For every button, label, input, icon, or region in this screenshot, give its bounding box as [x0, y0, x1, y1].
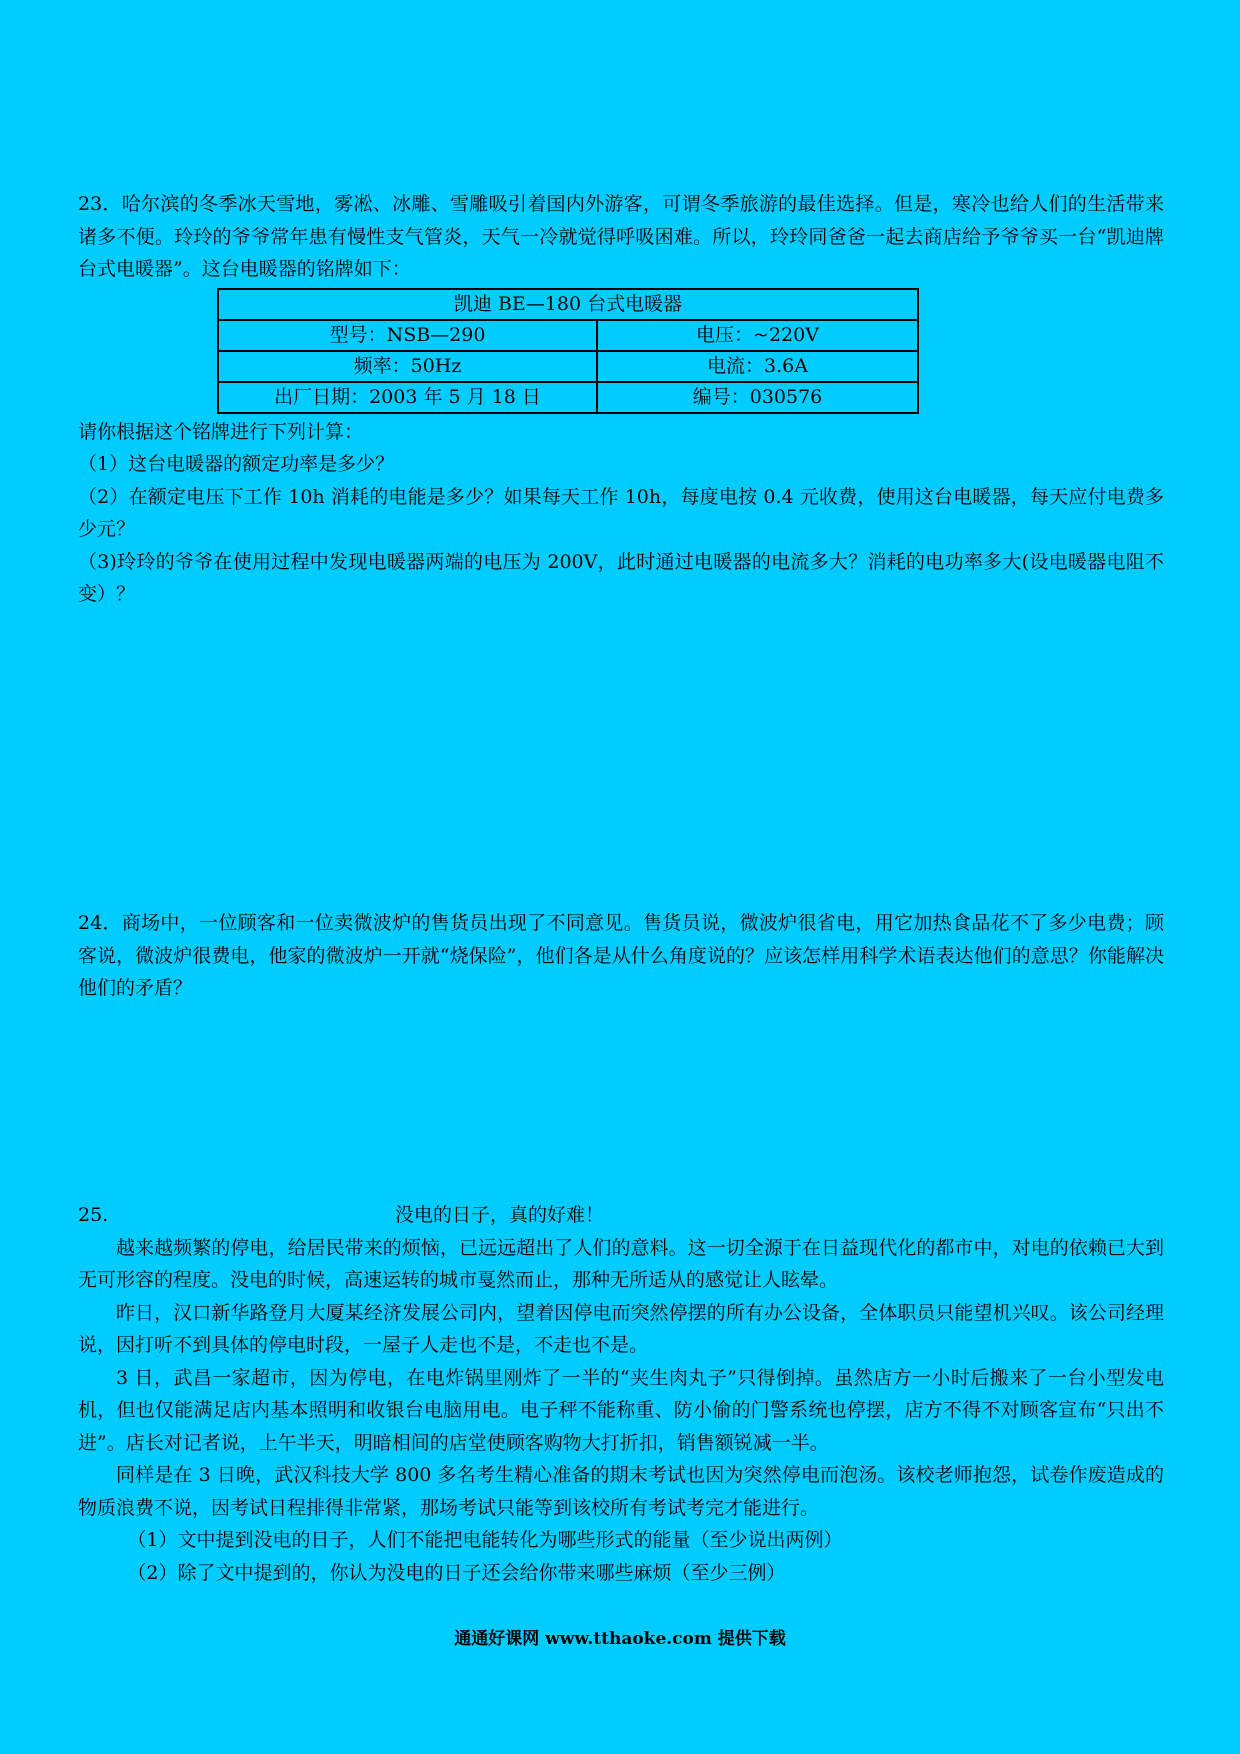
q23-prompt: 请你根据这个铭牌进行下列计算：: [78, 420, 364, 443]
q25-sub-1: （1）文中提到没电的日子，人们不能把电能转化为哪些形式的能量（至少说出两例）: [127, 1529, 843, 1551]
table-row: [218, 351, 918, 382]
question-25: [78, 1199, 1164, 1589]
nameplate-frequency: 频率：50Hz: [218, 351, 597, 382]
nameplate-current: 电流：3.6A: [597, 351, 918, 382]
table-row: [218, 382, 918, 413]
q25-number: 25.: [78, 1204, 109, 1226]
q23-sub-2: （2）在额定电压下工作 10h 消耗的电能是多少？如果每天工作 10h，每度电按 0.4 元收费，使用这台电暖器，每天应付电费多少元？: [78, 485, 1164, 540]
q25-paragraph: 昨日，汉口新华路登月大厦某经济发展公司内，望着因停电而突然停摆的所有办公设备，全体职员只能望机兴叹。该公司经理说，因打听不到具体的停电时段，一屋子人走也不是，不走也不是。: [78, 1301, 1164, 1356]
q25-paragraph: 同样是在 3 日晚，武汉科技大学 800 多名考生精心准备的期末考试也因为突然停电而泡汤。该校老师抱怨，试卷作废造成的物质浪费不说，因考试日程排得非常紧，那场考试只能等到该校所有考试考完才能进行。: [78, 1464, 1164, 1519]
q24-text: 24．商场中，一位顾客和一位卖微波炉的售货员出现了不同意见。售货员说，微波炉很省电，用它加热食品花不了多少电费；顾客说，微波炉很费电，他家的微波炉一开就“烧保险”，他们各是从什么角度说的？应该怎样用科学术语表达他们的意思？你能解决他们的矛盾？: [78, 912, 1164, 999]
nameplate-model: 型号：NSB—290: [218, 320, 597, 351]
footer-watermark: 通通好课网 www.tthaoke.com 提供下载: [454, 1629, 786, 1649]
nameplate-table: [217, 288, 919, 414]
q25-sub-2: （2）除了文中提到的，你认为没电的日子还会给你带来哪些麻烦（至少三例）: [127, 1561, 786, 1584]
nameplate-title: 凯迪 BE—180 台式电暖器: [218, 289, 918, 320]
q25-heading: [78, 1199, 1164, 1232]
q23-intro: 23．哈尔滨的冬季冰天雪地，雾凇、冰雕、雪雕吸引着国内外游客，可谓冬季旅游的最佳选择。但是，寒冷也给人们的生活带来诸多不便。玲玲的爷爷常年患有慢性支气管炎，天气一冷就觉得呼吸困难。所以，玲玲同爸爸一起去商店给予爷爷买一台“凯迪牌台式电暖器”。这台电暖器的铭牌如下：: [78, 193, 1164, 280]
nameplate-serial: 编号：030576: [597, 382, 918, 413]
nameplate-date: 出厂日期：2003 年 5 月 18 日: [218, 382, 597, 413]
nameplate-voltage: 电压：~220V: [597, 320, 918, 351]
q25-paragraph: 3 日，武昌一家超市，因为停电，在电炸锅里刚炸了一半的“夹生肉丸子”只得倒掉。虽然店方一小时后搬来了一台小型发电机，但也仅能满足店内基本照明和收银台电脑用电。电子秤不能称重、防小偷的门警系统也停摆，店方不得不对顾客宣布“只出不进”。店长对记者说，上午半天，明暗相间的店堂使顾客购物大打折扣，销售额锐减一半。: [78, 1366, 1164, 1454]
q23-sub-1: （1）这台电暖器的额定功率是多少？: [78, 453, 395, 475]
question-24: [78, 907, 1164, 1005]
question-23: [78, 188, 1164, 611]
q23-sub-3: （3)玲玲的爷爷在使用过程中发现电暖器两端的电压为 200V，此时通过电暖器的电流多大？消耗的电功率多大(设电暖器电阻不变）？: [78, 550, 1164, 605]
q25-title: 没电的日子，真的好难！: [395, 1204, 605, 1226]
q25-paragraph: 越来越频繁的停电，给居民带来的烦恼，已远远超出了人们的意料。这一切全源于在日益现代化的都市中，对电的依赖已大到无可形容的程度。没电的时候，高速运转的城市戛然而止，那种无所适从的感觉让人眩晕。: [78, 1236, 1164, 1291]
table-row: [218, 320, 918, 351]
